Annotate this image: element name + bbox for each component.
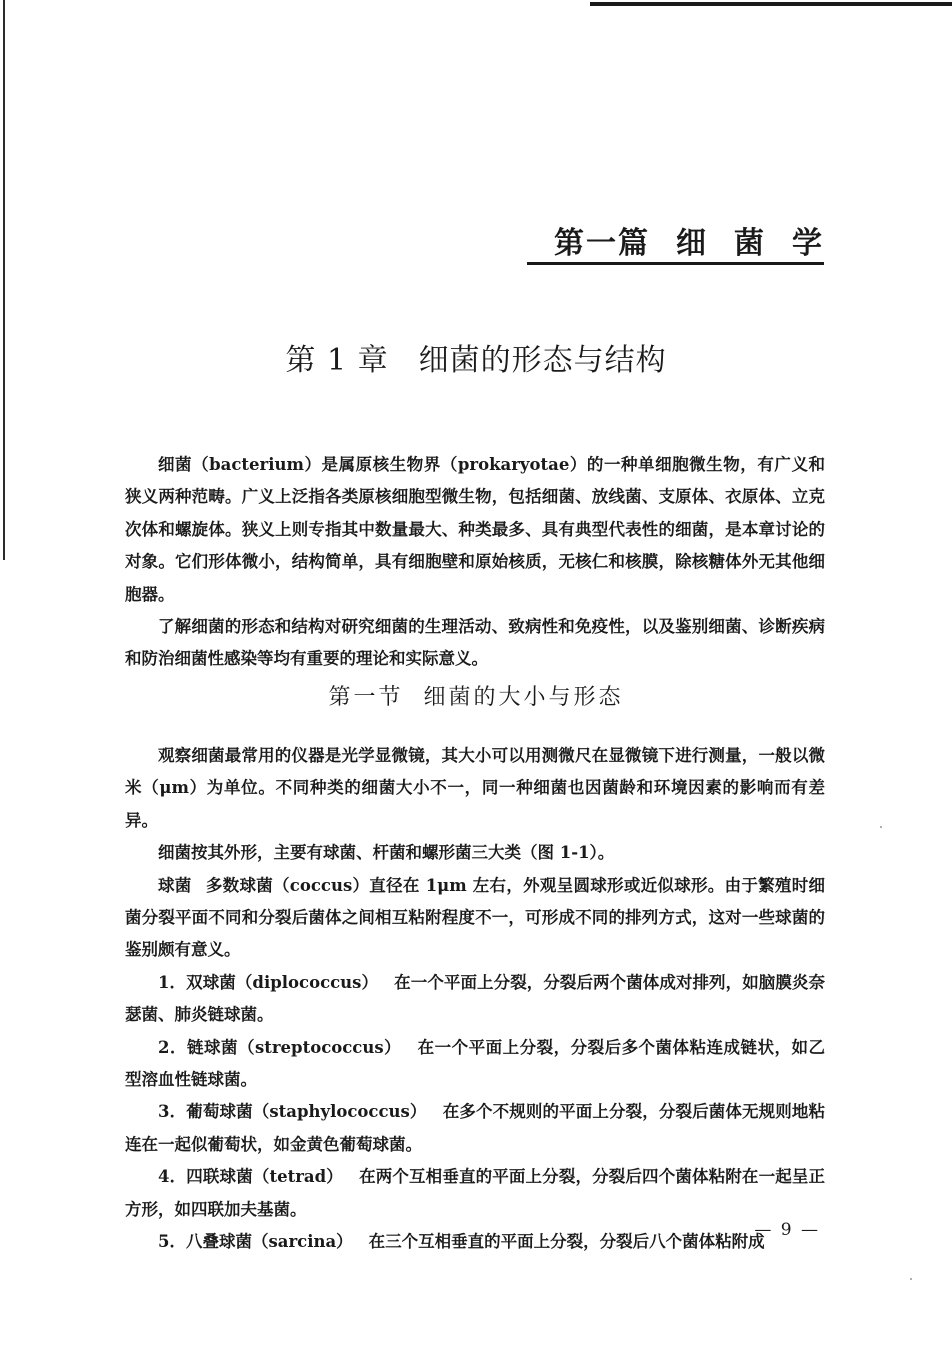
item-text: 在两个互相垂直的平面上分裂，分裂后四个菌体粘附在一起呈正方形，如四联加夫基菌。	[125, 1167, 825, 1219]
part-title-word-3: 学	[792, 226, 824, 261]
item-term: 3．葡萄球菌（staphylococcus）	[158, 1102, 427, 1122]
scan-edge	[3, 0, 5, 560]
item-text: 在一个平面上分裂，分裂后两个菌体成对排列，如脑膜炎奈瑟菌、肺炎链球菌。	[125, 972, 825, 1025]
chapter-title	[0, 335, 952, 379]
body-paragraph-1: 观察细菌最常用的仪器是光学显微镜，其大小可以用测微尺在显微镜下进行测量，一般以微米（μm）为单位。不同种类的细菌大小不一，同一种细菌也因菌龄和环境因素的影响而有差异。	[125, 746, 825, 830]
list-item	[125, 967, 825, 1032]
list-item	[125, 1161, 825, 1226]
intro-paragraph-2: 了解细菌的形态和结构对研究细菌的生理活动、致病性和免疫性，以及鉴别细菌、诊断疾病和防治细菌性感染等均有重要的理论和实际意义。	[125, 617, 825, 669]
item-text: 在多个不规则的平面上分裂，分裂后菌体无规则地粘连在一起似葡萄状，如金黄色葡萄球菌。	[125, 1102, 825, 1154]
intro-paragraph-1: 细菌（bacterium）是属原核生物界（prokaryotae）的一种单细胞微生物，有广义和狭义两种范畴。广义上泛指各类原核细胞型微生物，包括细菌、放线菌、支原体、衣原体、立克次体和螺旋体。狭义上则专指其中数量最大、种类最多、具有典型代表性的细菌，是本章讨论的对象。它们形体微小，结构简单，具有细胞壁和原始核质，无核仁和核膜，除核糖体外无其他细胞器。	[125, 455, 825, 604]
section-number: 第一节	[328, 685, 404, 710]
section-title	[0, 680, 952, 711]
cocci-paragraph	[125, 870, 825, 967]
item-text: 在一个平面上分裂，分裂后多个菌体粘连成链状，如乙型溶血性链球菌。	[125, 1037, 825, 1090]
item-term: 2．链球菌（streptococcus）	[158, 1037, 402, 1057]
section-name: 细菌的大小与形态	[423, 685, 624, 710]
chapter-number: 第 1 章	[285, 343, 389, 378]
page-number: — 9 —	[754, 1220, 820, 1240]
part-title-underline	[527, 262, 824, 265]
body-block	[125, 740, 825, 1259]
item-term: 1．双球菌（diplococcus）	[158, 972, 379, 992]
part-title-prefix: 第一篇	[554, 226, 650, 261]
cocci-lead-term: 球菌	[158, 875, 192, 895]
part-title-word-1: 细	[676, 226, 708, 261]
cocci-text: 多数球菌（coccus）直径在 1μm 左右，外观呈圆球形或近似球形。由于繁殖时细菌分裂平面不同和分裂后菌体之间相互粘附程度不一，可形成不同的排列方式，这对一些球菌的鉴别颇有意义。	[125, 875, 826, 960]
item-text: 在三个互相垂直的平面上分裂，分裂后八个菌体粘附成	[368, 1232, 765, 1252]
scan-speck	[880, 826, 882, 828]
part-title-word-2: 菌	[734, 226, 766, 261]
scan-speck	[910, 1278, 912, 1280]
list-item	[125, 1096, 825, 1161]
item-term: 4．四联球菌（tetrad）	[158, 1167, 343, 1187]
list-item	[125, 1032, 825, 1097]
intro-block	[125, 449, 825, 676]
top-rule	[590, 2, 952, 6]
chapter-name: 细菌的形态与结构	[418, 343, 667, 378]
body-paragraph-2: 细菌按其外形，主要有球菌、杆菌和螺形菌三大类（图 1-1）。	[158, 843, 615, 863]
item-term: 5．八叠球菌（sarcina）	[158, 1232, 353, 1252]
